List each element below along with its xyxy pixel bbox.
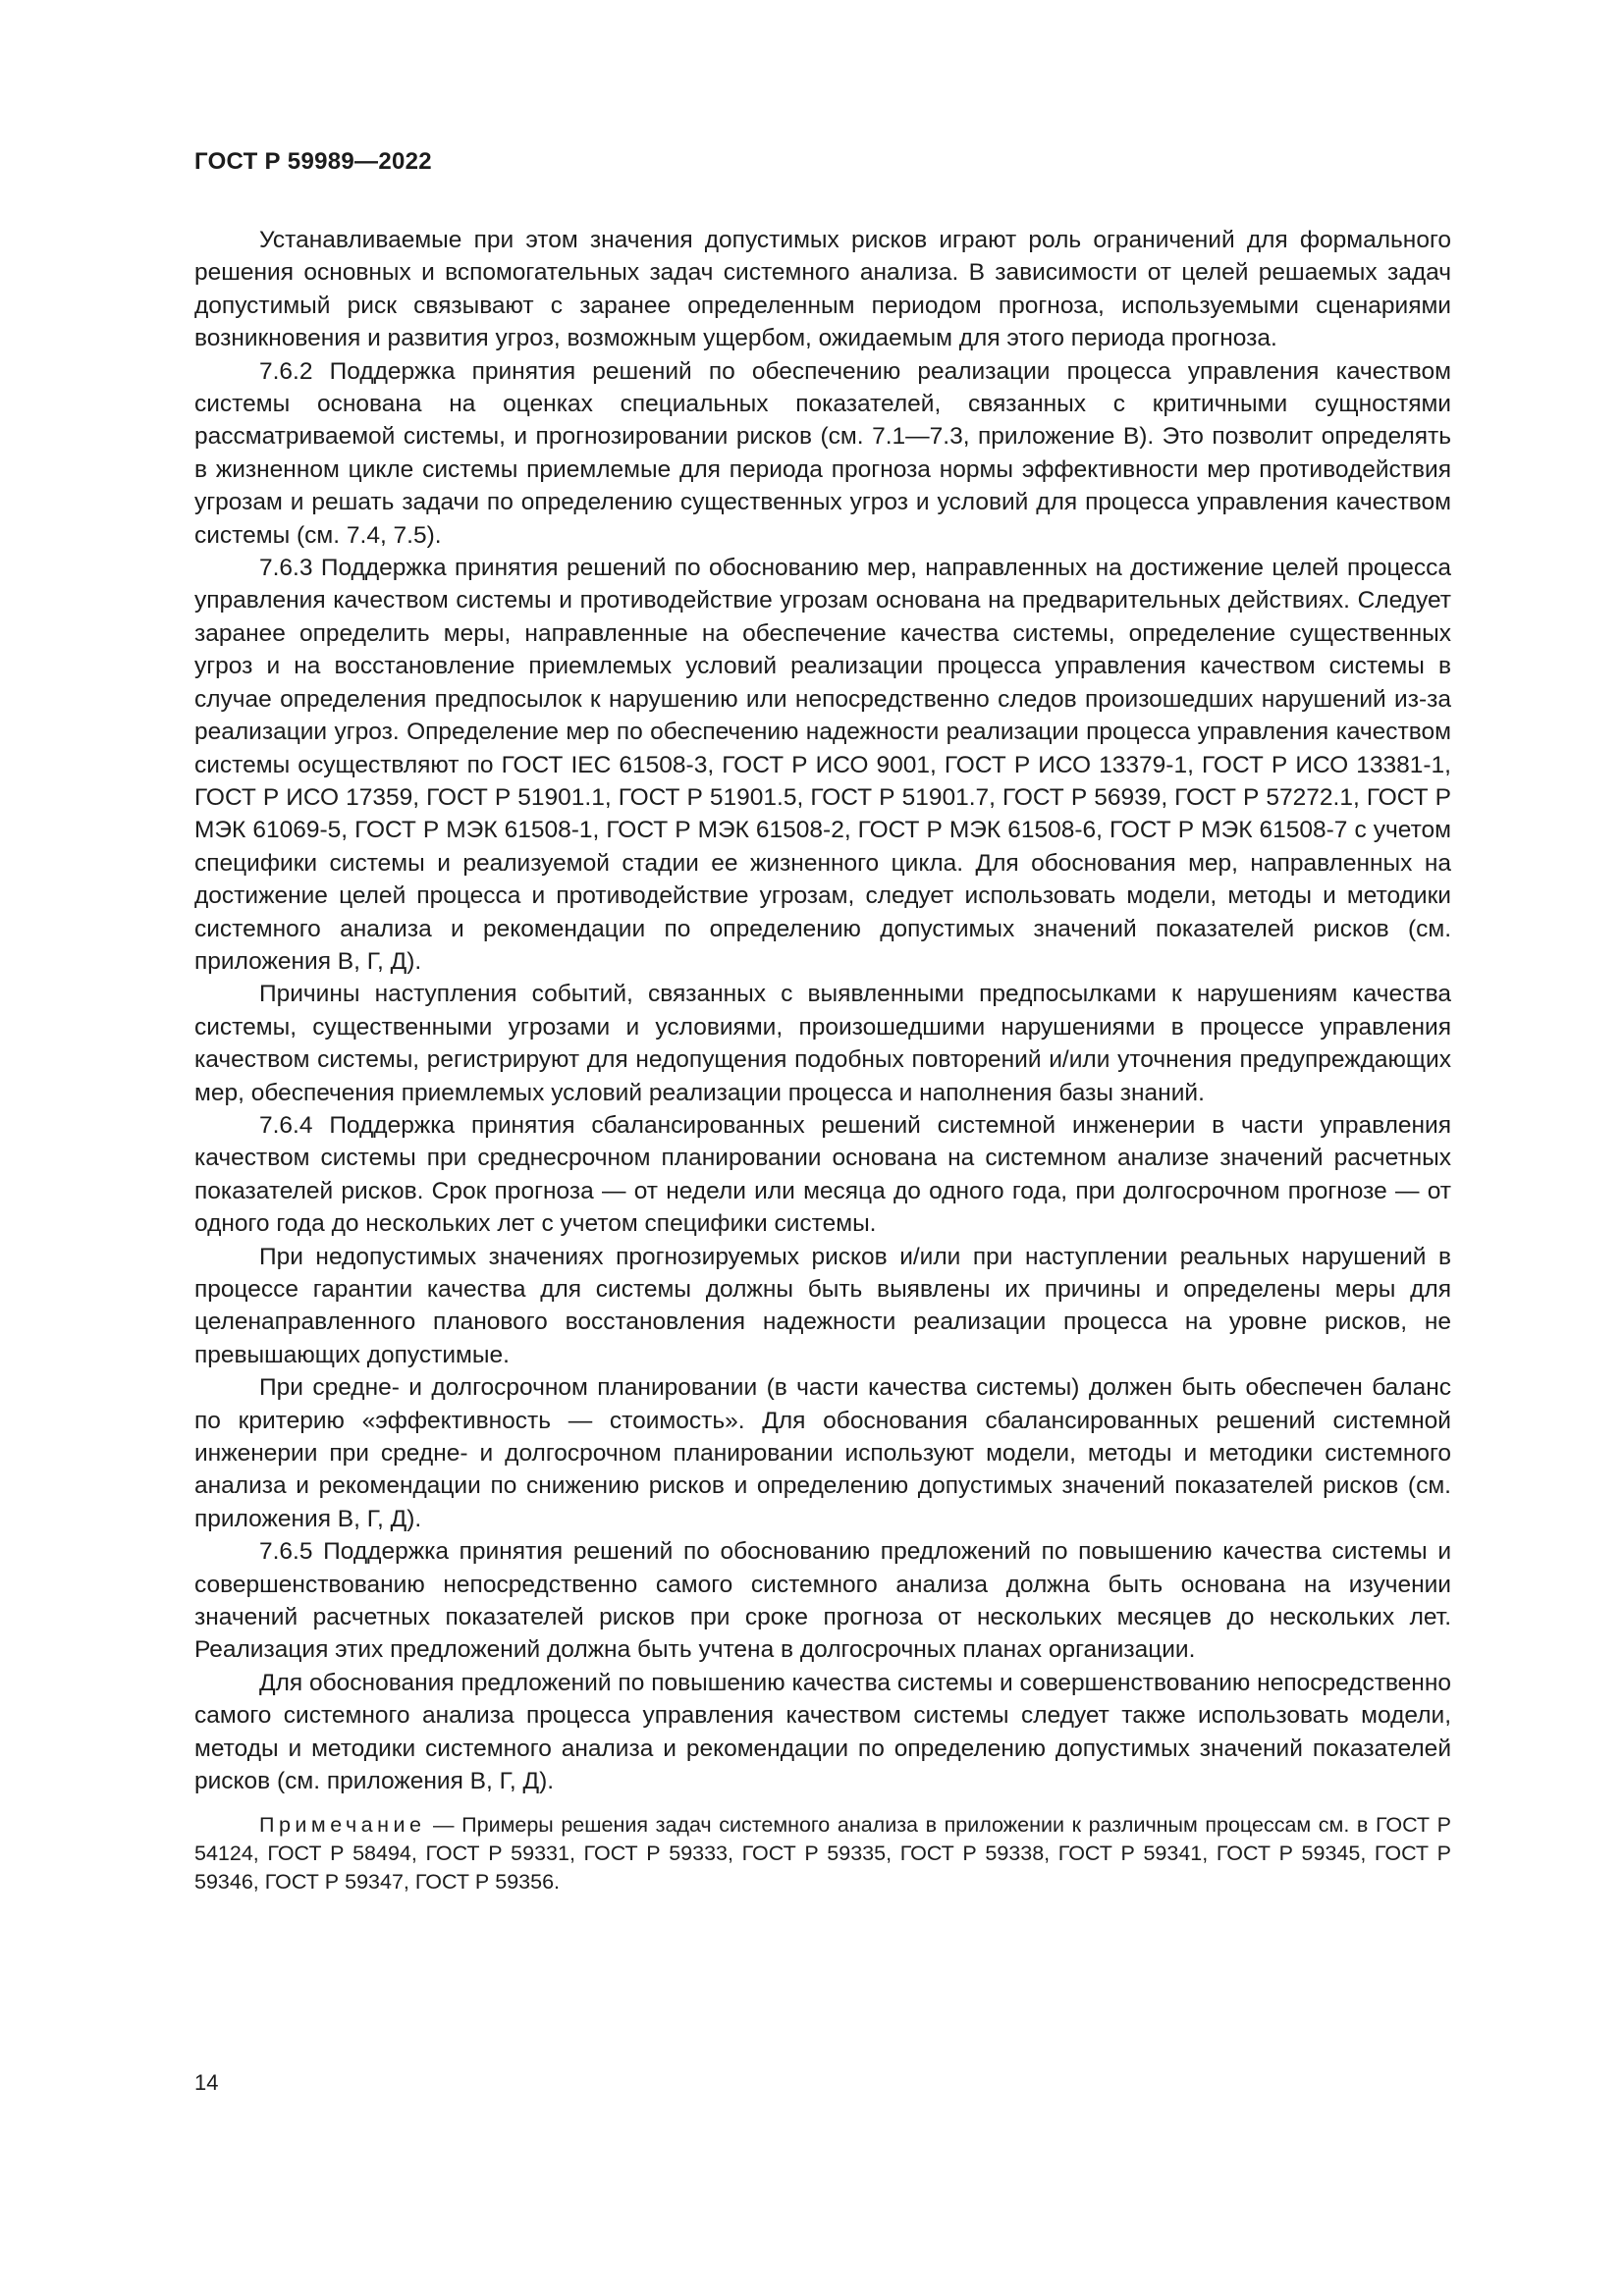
page-number: 14 [194, 2070, 219, 2095]
paragraph-7-6-3: 7.6.3 Поддержка принятия решений по обоснованию мер, направленных на достижение целей процесса управления качеством системы и противодействие угрозам основана на предварительных действиях. Следует заранее определить меры, направленные на обеспечение качества системы, определение существенных угроз и на восстановление приемлемых условий реализации процесса управления качеством системы в случае определения предпосылок к нарушению или непосредственно следов произошедших нарушений из-за реализации угроз. Определение мер по обеспечению надежности реализации процесса управления качеством системы осуществляют по ГОСТ IEC 61508-3, ГОСТ Р ИСО 9001, ГОСТ Р ИСО 13379-1, ГОСТ Р ИСО 13381-1, ГОСТ Р ИСО 17359, ГОСТ Р 51901.1, ГОСТ Р 51901.5, ГОСТ Р 51901.7, ГОСТ Р 56939, ГОСТ Р 57272.1, ГОСТ Р МЭК 61069-5, ГОСТ Р МЭК 61508-1, ГОСТ Р МЭК 61508-2, ГОСТ Р МЭК 61508-6, ГОСТ Р МЭК 61508-7 с учетом специфики системы и реализуемой стадии ее жизненного цикла. Для обоснования мер, направленных на достижение целей процесса и противодействие угрозам, следует использовать модели, методы и методики системного анализа и рекомендации по определению допустимых значений показателей рисков (см. приложения В, Г, Д). [194, 555, 1451, 975]
paragraph-7-6-4: 7.6.4 Поддержка принятия сбалансированных решений системной инженерии в части управления качеством системы при среднесрочном планировании основана на системном анализе значений расчетных показателей рисков. Срок прогноза — от недели или месяца до одного года, при долгосрочном прогнозе — от одного года до нескольких лет с учетом специфики системы. [194, 1111, 1451, 1238]
paragraph: При недопустимых значениях прогнозируемых рисков и/или при наступлении реальных нарушений в процессе гарантии качества для системы должны быть выявлены их причины и определены меры для целенаправленного планового восстановления надежности реализации процесса на уровне рисков, не превышающих допустимые. [194, 1243, 1451, 1368]
note-label: Примечание [259, 1812, 426, 1837]
note [194, 1811, 1451, 1896]
paragraph: Для обоснования предложений по повышению качества системы и совершенствованию непосредственно самого системного анализа процесса управления качеством системы следует также использовать модели, методы и методики системного анализа и рекомендации по определению допустимых значений показателей рисков (см. приложения В, Г, Д). [194, 1669, 1451, 1795]
paragraph-7-6-5: 7.6.5 Поддержка принятия решений по обоснованию предложений по повышению качества системы и совершенствованию непосредственно самого системного анализа должна быть основана на изучении значений расчетных показателей рисков при сроке прогноза от нескольких месяцев до нескольких лет. Реализация этих предложений должна быть учтена в долгосрочных планах организации. [194, 1538, 1451, 1664]
document-header: ГОСТ Р 59989—2022 [194, 148, 432, 175]
paragraph-7-6-2: 7.6.2 Поддержка принятия решений по обеспечению реализации процесса управления качеством системы основана на оценках специальных показателей, связанных с критичными сущностями рассматриваемой системы, и прогнозировании рисков (см. 7.1—7.3, приложение В). Это позволит определять в жизненном цикле системы приемлемые для периода прогноза нормы эффективности мер противодействия угрозам и решать задачи по определению существенных угроз и условий для процесса управления качеством системы (см. 7.4, 7.5). [194, 357, 1451, 549]
note-text: — Примеры решения задач системного анализа в приложении к различным процессам см. в ГОСТ Р 54124, ГОСТ Р 58494, ГОСТ Р 59331, ГОСТ Р 59333, ГОСТ Р 59335, ГОСТ Р 59338, ГОСТ Р 59341, ГОСТ Р 59345, ГОСТ Р 59346, ГОСТ Р 59347, ГОСТ Р 59356. [194, 1812, 1451, 1894]
document-body [194, 224, 1451, 1896]
paragraph: Причины наступления событий, связанных с выявленными предпосылками к нарушениям качества системы, существенными угрозами и условиями, произошедшими нарушениями в процессе управления качеством системы, регистрируют для недопущения подобных повторений и/или уточнения предупреждающих мер, обеспечения приемлемых условий реализации процесса и наполнения базы знаний. [194, 981, 1451, 1106]
paragraph: Устанавливаемые при этом значения допустимых рисков играют роль ограничений для формального решения основных и вспомогательных задач системного анализа. В зависимости от целей решаемых задач допустимый риск связывают с заранее определенным периодом прогноза, используемыми сценариями возникновения и развития угроз, возможным ущербом, ожидаемым для этого периода прогноза. [194, 227, 1451, 352]
paragraph: При средне- и долгосрочном планировании (в части качества системы) должен быть обеспечен баланс по критерию «эффективность — стоимость». Для обоснования сбалансированных решений системной инженерии при средне- и долгосрочном планировании используют модели, методы и методики системного анализа и рекомендации по снижению рисков и определению допустимых значений показателей рисков (см. приложения В, Г, Д). [194, 1374, 1451, 1532]
